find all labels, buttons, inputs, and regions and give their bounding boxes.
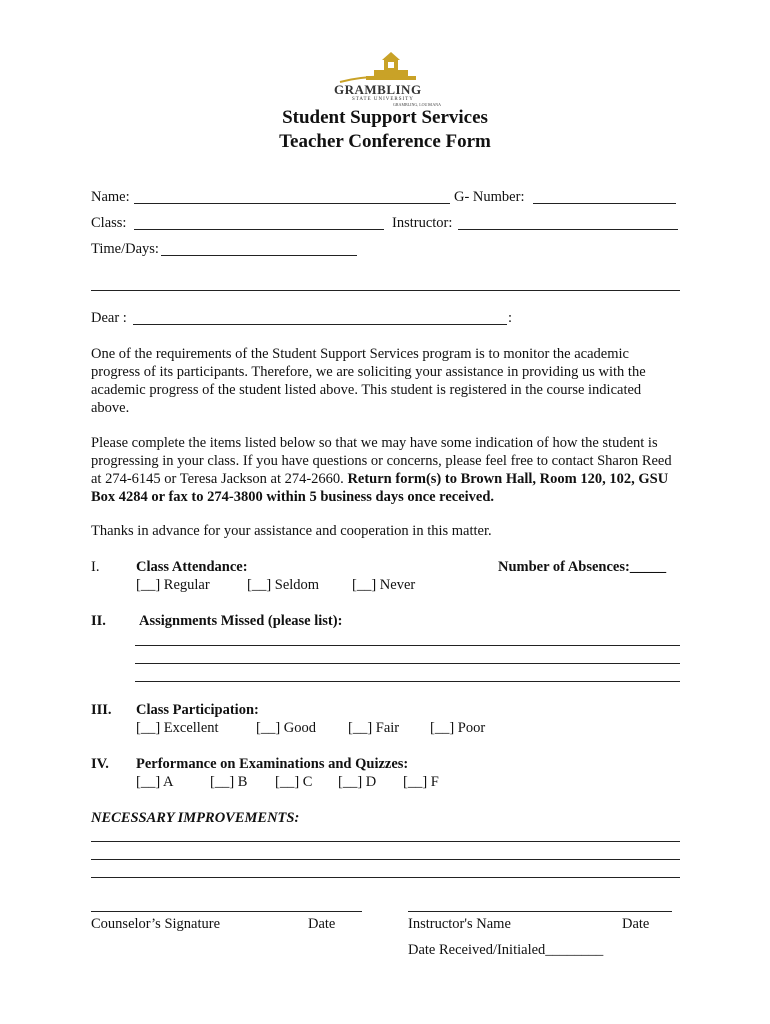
attendance-regular-option[interactable]: [__] Regular bbox=[136, 577, 210, 593]
instructor-signature-line[interactable] bbox=[408, 911, 672, 912]
logo-wordmark: GRAMBLING bbox=[334, 82, 422, 97]
page-subtitle: Teacher Conference Form bbox=[279, 131, 491, 152]
date-received-initialed[interactable]: Date Received/Initialed________ bbox=[408, 942, 604, 958]
counselor-signature-line[interactable] bbox=[91, 911, 362, 912]
class-attendance-title: Class Attendance: bbox=[136, 559, 248, 575]
instructions-paragraph bbox=[91, 434, 681, 506]
logo-small-text: GRAMBLING, LOUISIANA bbox=[393, 102, 441, 107]
participation-poor-option[interactable]: [__] Poor bbox=[430, 720, 486, 736]
improvements-line[interactable] bbox=[91, 859, 680, 860]
logo-subtitle: STATE UNIVERSITY bbox=[352, 97, 414, 102]
assignments-missed-title: Assignments Missed (please list): bbox=[139, 613, 343, 629]
attendance-seldom-option[interactable]: [__] Seldom bbox=[247, 577, 320, 593]
instructor-name-label: Instructor's Name bbox=[408, 916, 511, 932]
section-iv-number: IV. bbox=[91, 756, 109, 772]
grambling-logo bbox=[330, 52, 442, 102]
dear-field[interactable] bbox=[133, 324, 507, 325]
page-title: Student Support Services bbox=[282, 107, 488, 128]
class-label: Class: bbox=[91, 215, 127, 231]
grade-f-option[interactable]: [__] F bbox=[403, 774, 439, 790]
instructor-date-label: Date bbox=[622, 916, 650, 932]
participation-excellent-option[interactable]: [__] Excellent bbox=[136, 720, 219, 736]
grade-d-option[interactable]: [__] D bbox=[338, 774, 377, 790]
improvements-title: NECESSARY IMPROVEMENTS: bbox=[91, 810, 300, 826]
thanks-text: Thanks in advance for your assistance and cooperation in this matter. bbox=[91, 523, 492, 539]
assignments-line[interactable] bbox=[135, 645, 680, 646]
grade-c-option[interactable]: [__] C bbox=[275, 774, 313, 790]
attendance-never-option[interactable]: [__] Never bbox=[352, 577, 416, 593]
grade-b-option[interactable]: [__] B bbox=[210, 774, 248, 790]
gnumber-label: G- Number: bbox=[454, 189, 525, 205]
name-field[interactable] bbox=[134, 203, 450, 204]
instructions-text: Please complete the items listed below so that we may have some indication of how the student is progressing in your class. If you have questions or concerns, please feel free to contact Sharon Reed at 274-6145 or Teresa Jackson at 274-2660. bbox=[91, 435, 672, 487]
improvements-line[interactable] bbox=[91, 841, 680, 842]
instructor-label: Instructor: bbox=[392, 215, 453, 231]
assignments-line[interactable] bbox=[135, 681, 680, 682]
gnumber-field[interactable] bbox=[533, 203, 676, 204]
section-i-number: I. bbox=[91, 559, 100, 575]
participation-good-option[interactable]: [__] Good bbox=[256, 720, 317, 736]
intro-paragraph: One of the requirements of the Student Support Services program is to monitor the academic progress of its participants. Therefore, we are soliciting your assistance in providing us with the academic progress of the student listed above. This student is registered in the course indicated above. bbox=[91, 346, 646, 416]
number-of-absences[interactable]: Number of Absences:_____ bbox=[498, 559, 667, 575]
name-label: Name: bbox=[91, 189, 130, 205]
return-instructions: Return form(s) to Brown Hall, Room 120, 102, GSU Box 4284 or fax to 274-3800 within 5 business days once received. bbox=[91, 471, 669, 505]
counselor-signature-label: Counselor’s Signature bbox=[91, 916, 221, 932]
timedays-label: Time/Days: bbox=[91, 241, 159, 257]
dear-label: Dear : bbox=[91, 310, 127, 326]
instructor-field[interactable] bbox=[458, 229, 678, 230]
dear-colon: : bbox=[508, 310, 513, 326]
participation-fair-option[interactable]: [__] Fair bbox=[348, 720, 400, 736]
class-participation-title: Class Participation: bbox=[136, 702, 259, 718]
improvements-line[interactable] bbox=[91, 877, 680, 878]
timedays-field[interactable] bbox=[161, 255, 357, 256]
assignments-line[interactable] bbox=[135, 663, 680, 664]
section-iii-number: III. bbox=[91, 702, 112, 718]
counselor-date-label: Date bbox=[308, 916, 336, 932]
section-ii-number: II. bbox=[91, 613, 106, 629]
exams-performance-title: Performance on Examinations and Quizzes: bbox=[136, 756, 409, 772]
section-divider bbox=[91, 290, 680, 291]
class-field[interactable] bbox=[134, 229, 384, 230]
grade-a-option[interactable]: [__] A bbox=[136, 774, 174, 790]
